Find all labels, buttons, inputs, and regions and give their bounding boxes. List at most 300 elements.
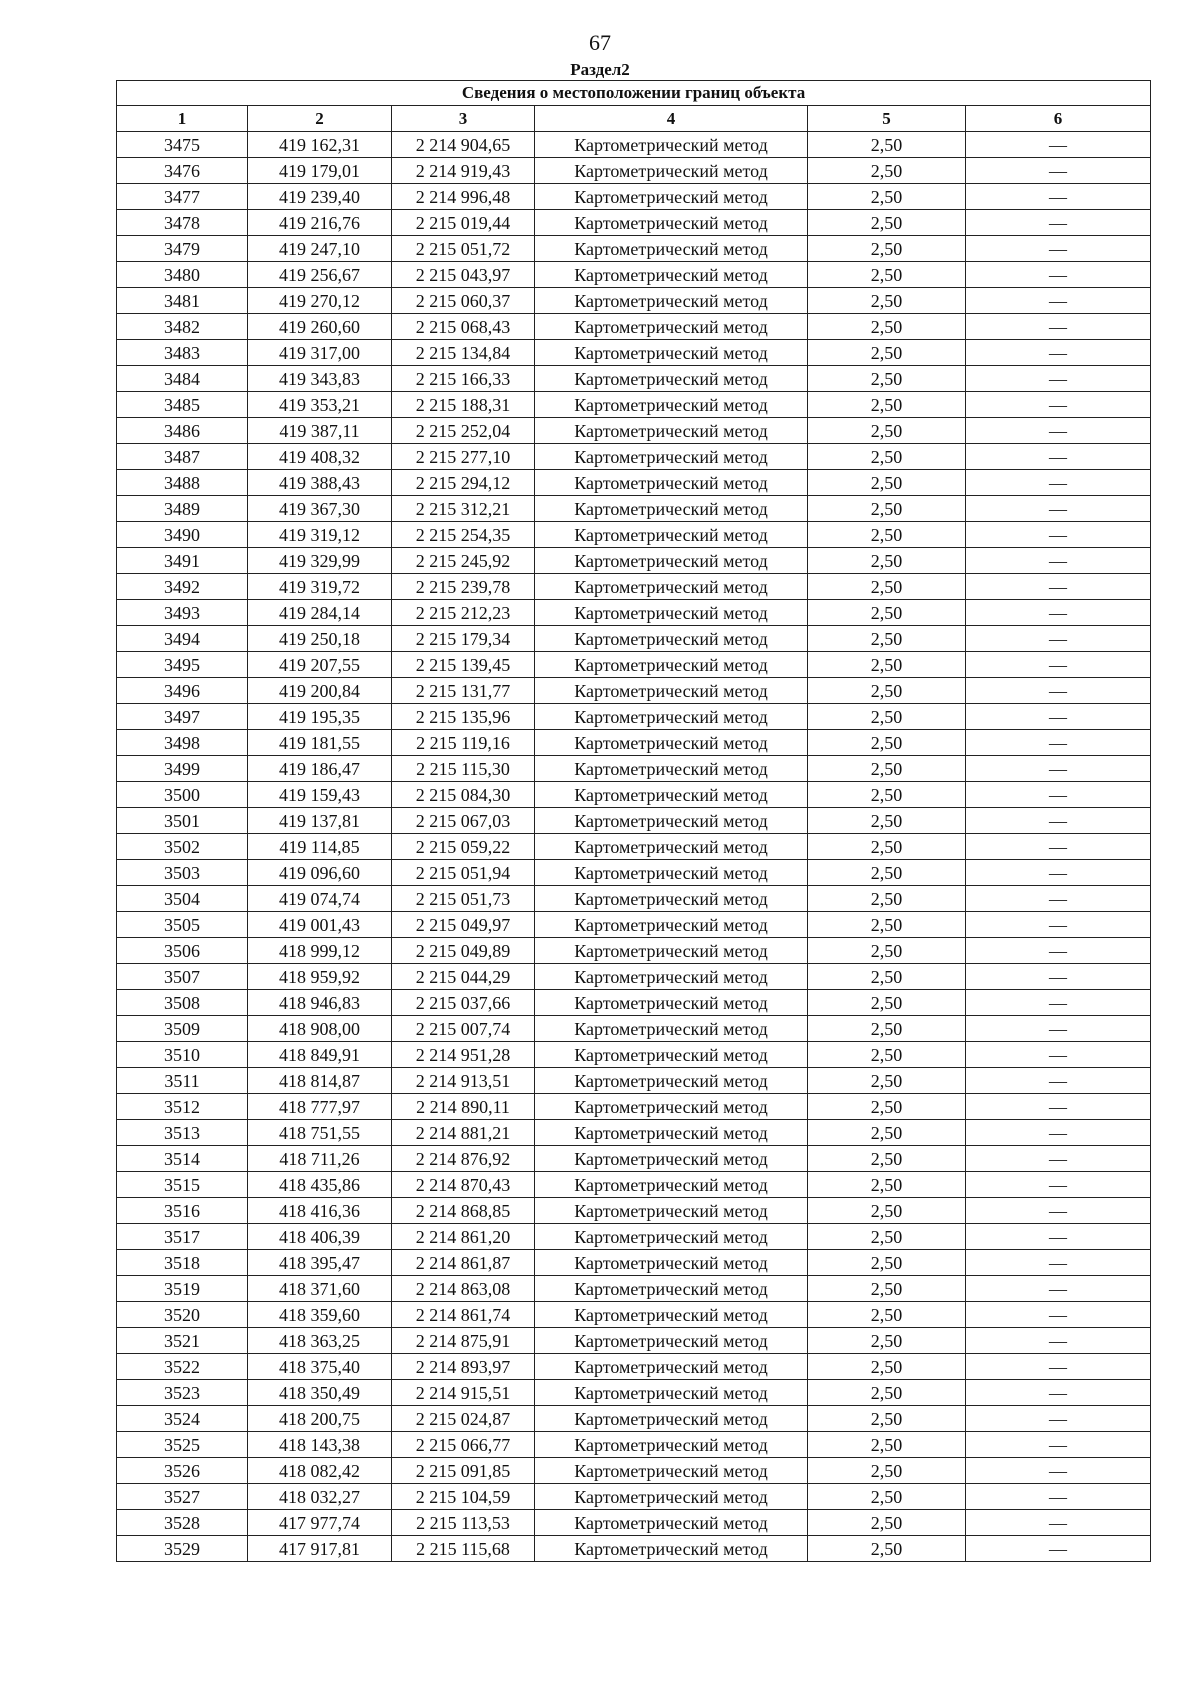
- coord-x-cell: 419 162,31: [248, 132, 392, 158]
- description-cell: —: [966, 808, 1151, 834]
- accuracy-cell: 2,50: [808, 652, 966, 678]
- table-row: [117, 1016, 1151, 1042]
- table-row: [117, 158, 1151, 184]
- coord-y-cell: 2 214 996,48: [392, 184, 535, 210]
- coord-y-cell: 2 215 188,31: [392, 392, 535, 418]
- coord-y-cell: 2 215 049,89: [392, 938, 535, 964]
- accuracy-cell: 2,50: [808, 1458, 966, 1484]
- accuracy-cell: 2,50: [808, 470, 966, 496]
- coord-x-cell: 419 319,72: [248, 574, 392, 600]
- method-cell: Картометрический метод: [535, 652, 808, 678]
- table-row: [117, 1302, 1151, 1328]
- coord-y-cell: 2 214 915,51: [392, 1380, 535, 1406]
- accuracy-cell: 2,50: [808, 860, 966, 886]
- coord-x-cell: 418 350,49: [248, 1380, 392, 1406]
- method-cell: Картометрический метод: [535, 964, 808, 990]
- method-cell: Картометрический метод: [535, 444, 808, 470]
- description-cell: —: [966, 522, 1151, 548]
- description-cell: —: [966, 184, 1151, 210]
- coord-y-cell: 2 214 904,65: [392, 132, 535, 158]
- description-cell: —: [966, 392, 1151, 418]
- coord-y-cell: 2 215 049,97: [392, 912, 535, 938]
- table-row: [117, 1120, 1151, 1146]
- description-cell: —: [966, 1146, 1151, 1172]
- table-head: [117, 81, 1151, 132]
- method-cell: Картометрический метод: [535, 1198, 808, 1224]
- description-cell: —: [966, 444, 1151, 470]
- point-number-cell: 3500: [117, 782, 248, 808]
- description-cell: —: [966, 496, 1151, 522]
- description-cell: —: [966, 340, 1151, 366]
- description-cell: —: [966, 938, 1151, 964]
- accuracy-cell: 2,50: [808, 158, 966, 184]
- accuracy-cell: 2,50: [808, 1198, 966, 1224]
- coord-y-cell: 2 215 019,44: [392, 210, 535, 236]
- coord-y-cell: 2 214 870,43: [392, 1172, 535, 1198]
- section-title: Раздел2: [570, 60, 630, 79]
- coord-x-cell: 417 977,74: [248, 1510, 392, 1536]
- coord-x-cell: 419 260,60: [248, 314, 392, 340]
- table-row: [117, 704, 1151, 730]
- coord-y-cell: 2 214 876,92: [392, 1146, 535, 1172]
- point-number-cell: 3507: [117, 964, 248, 990]
- accuracy-cell: 2,50: [808, 600, 966, 626]
- accuracy-cell: 2,50: [808, 1068, 966, 1094]
- point-number-cell: 3491: [117, 548, 248, 574]
- accuracy-cell: 2,50: [808, 808, 966, 834]
- coord-x-cell: 419 388,43: [248, 470, 392, 496]
- description-cell: —: [966, 574, 1151, 600]
- accuracy-cell: 2,50: [808, 366, 966, 392]
- table-row: [117, 756, 1151, 782]
- method-cell: Картометрический метод: [535, 886, 808, 912]
- point-number-cell: 3515: [117, 1172, 248, 1198]
- coord-x-cell: 419 343,83: [248, 366, 392, 392]
- coord-x-cell: 417 917,81: [248, 1536, 392, 1562]
- coord-x-cell: 418 395,47: [248, 1250, 392, 1276]
- coord-x-cell: 419 329,99: [248, 548, 392, 574]
- column-header-5: 5: [808, 106, 966, 132]
- method-cell: Картометрический метод: [535, 782, 808, 808]
- method-cell: Картометрический метод: [535, 314, 808, 340]
- point-number-cell: 3494: [117, 626, 248, 652]
- table-row: [117, 314, 1151, 340]
- point-number-cell: 3486: [117, 418, 248, 444]
- accuracy-cell: 2,50: [808, 990, 966, 1016]
- table-row: [117, 678, 1151, 704]
- accuracy-cell: 2,50: [808, 184, 966, 210]
- coord-x-cell: 418 849,91: [248, 1042, 392, 1068]
- point-number-cell: 3511: [117, 1068, 248, 1094]
- method-cell: Картометрический метод: [535, 236, 808, 262]
- table-row: [117, 1250, 1151, 1276]
- accuracy-cell: 2,50: [808, 574, 966, 600]
- method-cell: Картометрический метод: [535, 1510, 808, 1536]
- coord-y-cell: 2 215 294,12: [392, 470, 535, 496]
- coord-x-cell: 419 137,81: [248, 808, 392, 834]
- description-cell: —: [966, 1224, 1151, 1250]
- point-number-cell: 3498: [117, 730, 248, 756]
- coord-x-cell: 419 207,55: [248, 652, 392, 678]
- table-row: [117, 1354, 1151, 1380]
- accuracy-cell: 2,50: [808, 1406, 966, 1432]
- description-cell: —: [966, 1042, 1151, 1068]
- method-cell: Картометрический метод: [535, 990, 808, 1016]
- coord-y-cell: 2 215 024,87: [392, 1406, 535, 1432]
- method-cell: Картометрический метод: [535, 418, 808, 444]
- table-row: [117, 912, 1151, 938]
- accuracy-cell: 2,50: [808, 392, 966, 418]
- coord-x-cell: 418 711,26: [248, 1146, 392, 1172]
- coord-y-cell: 2 215 084,30: [392, 782, 535, 808]
- point-number-cell: 3479: [117, 236, 248, 262]
- coord-y-cell: 2 214 861,74: [392, 1302, 535, 1328]
- coord-y-cell: 2 214 913,51: [392, 1068, 535, 1094]
- accuracy-cell: 2,50: [808, 1042, 966, 1068]
- page-number: 67: [589, 30, 611, 55]
- coord-y-cell: 2 215 115,68: [392, 1536, 535, 1562]
- point-number-cell: 3523: [117, 1380, 248, 1406]
- coord-x-cell: 419 270,12: [248, 288, 392, 314]
- accuracy-cell: 2,50: [808, 834, 966, 860]
- accuracy-cell: 2,50: [808, 210, 966, 236]
- coord-y-cell: 2 215 254,35: [392, 522, 535, 548]
- point-number-cell: 3502: [117, 834, 248, 860]
- method-cell: Картометрический метод: [535, 1328, 808, 1354]
- table-row: [117, 1146, 1151, 1172]
- description-cell: —: [966, 1094, 1151, 1120]
- table-row: [117, 1432, 1151, 1458]
- point-number-cell: 3514: [117, 1146, 248, 1172]
- coord-y-cell: 2 215 139,45: [392, 652, 535, 678]
- description-cell: —: [966, 1406, 1151, 1432]
- method-cell: Картометрический метод: [535, 808, 808, 834]
- accuracy-cell: 2,50: [808, 132, 966, 158]
- method-cell: Картометрический метод: [535, 210, 808, 236]
- coord-y-cell: 2 215 051,73: [392, 886, 535, 912]
- coord-y-cell: 2 214 893,97: [392, 1354, 535, 1380]
- coord-y-cell: 2 215 277,10: [392, 444, 535, 470]
- point-number-cell: 3475: [117, 132, 248, 158]
- point-number-cell: 3483: [117, 340, 248, 366]
- coord-x-cell: 419 367,30: [248, 496, 392, 522]
- method-cell: Картометрический метод: [535, 756, 808, 782]
- method-cell: Картометрический метод: [535, 184, 808, 210]
- method-cell: Картометрический метод: [535, 600, 808, 626]
- table-row: [117, 1172, 1151, 1198]
- accuracy-cell: 2,50: [808, 1484, 966, 1510]
- accuracy-cell: 2,50: [808, 1432, 966, 1458]
- table-row: [117, 288, 1151, 314]
- coord-y-cell: 2 215 312,21: [392, 496, 535, 522]
- accuracy-cell: 2,50: [808, 1146, 966, 1172]
- coord-x-cell: 419 250,18: [248, 626, 392, 652]
- description-cell: —: [966, 626, 1151, 652]
- description-cell: —: [966, 782, 1151, 808]
- table-row: [117, 990, 1151, 1016]
- description-cell: —: [966, 860, 1151, 886]
- point-number-cell: 3512: [117, 1094, 248, 1120]
- coord-x-cell: 418 375,40: [248, 1354, 392, 1380]
- point-number-cell: 3524: [117, 1406, 248, 1432]
- coord-y-cell: 2 215 043,97: [392, 262, 535, 288]
- table-row: [117, 886, 1151, 912]
- accuracy-cell: 2,50: [808, 262, 966, 288]
- coord-y-cell: 2 215 134,84: [392, 340, 535, 366]
- accuracy-cell: 2,50: [808, 964, 966, 990]
- method-cell: Картометрический метод: [535, 1380, 808, 1406]
- point-number-cell: 3490: [117, 522, 248, 548]
- table-row: [117, 522, 1151, 548]
- coord-x-cell: 419 074,74: [248, 886, 392, 912]
- description-cell: —: [966, 1276, 1151, 1302]
- table-caption-row: [117, 81, 1151, 106]
- table-row: [117, 1276, 1151, 1302]
- point-number-cell: 3476: [117, 158, 248, 184]
- coord-x-cell: 418 032,27: [248, 1484, 392, 1510]
- coord-y-cell: 2 215 051,94: [392, 860, 535, 886]
- coord-x-cell: 418 959,92: [248, 964, 392, 990]
- accuracy-cell: 2,50: [808, 288, 966, 314]
- coord-y-cell: 2 215 212,23: [392, 600, 535, 626]
- accuracy-cell: 2,50: [808, 782, 966, 808]
- table-caption: Сведения о местоположении границ объекта: [117, 81, 1151, 106]
- description-cell: —: [966, 600, 1151, 626]
- table-row: [117, 340, 1151, 366]
- description-cell: —: [966, 1484, 1151, 1510]
- method-cell: Картометрический метод: [535, 730, 808, 756]
- table-row: [117, 1094, 1151, 1120]
- method-cell: Картометрический метод: [535, 1224, 808, 1250]
- description-cell: —: [966, 1198, 1151, 1224]
- description-cell: —: [966, 210, 1151, 236]
- method-cell: Картометрический метод: [535, 626, 808, 652]
- description-cell: —: [966, 1120, 1151, 1146]
- point-number-cell: 3529: [117, 1536, 248, 1562]
- point-number-cell: 3527: [117, 1484, 248, 1510]
- method-cell: Картометрический метод: [535, 834, 808, 860]
- coord-y-cell: 2 214 875,91: [392, 1328, 535, 1354]
- description-cell: —: [966, 262, 1151, 288]
- point-number-cell: 3482: [117, 314, 248, 340]
- point-number-cell: 3492: [117, 574, 248, 600]
- description-cell: —: [966, 678, 1151, 704]
- accuracy-cell: 2,50: [808, 548, 966, 574]
- accuracy-cell: 2,50: [808, 340, 966, 366]
- coord-x-cell: 418 200,75: [248, 1406, 392, 1432]
- coord-y-cell: 2 215 007,74: [392, 1016, 535, 1042]
- point-number-cell: 3480: [117, 262, 248, 288]
- point-number-cell: 3478: [117, 210, 248, 236]
- coord-y-cell: 2 214 863,08: [392, 1276, 535, 1302]
- table-row: [117, 600, 1151, 626]
- table-row: [117, 626, 1151, 652]
- description-cell: —: [966, 548, 1151, 574]
- accuracy-cell: 2,50: [808, 1302, 966, 1328]
- method-cell: Картометрический метод: [535, 704, 808, 730]
- method-cell: Картометрический метод: [535, 288, 808, 314]
- description-cell: —: [966, 470, 1151, 496]
- table-row: [117, 132, 1151, 158]
- point-number-cell: 3495: [117, 652, 248, 678]
- coord-y-cell: 2 215 044,29: [392, 964, 535, 990]
- table-body: [117, 132, 1151, 1562]
- description-cell: —: [966, 834, 1151, 860]
- table-row: [117, 860, 1151, 886]
- accuracy-cell: 2,50: [808, 444, 966, 470]
- table-row: [117, 1380, 1151, 1406]
- description-cell: —: [966, 132, 1151, 158]
- description-cell: —: [966, 1068, 1151, 1094]
- method-cell: Картометрический метод: [535, 1094, 808, 1120]
- table-row: [117, 1198, 1151, 1224]
- point-number-cell: 3525: [117, 1432, 248, 1458]
- method-cell: Картометрический метод: [535, 1276, 808, 1302]
- accuracy-cell: 2,50: [808, 1276, 966, 1302]
- accuracy-cell: 2,50: [808, 756, 966, 782]
- table-row: [117, 1328, 1151, 1354]
- point-number-cell: 3509: [117, 1016, 248, 1042]
- coord-x-cell: 418 082,42: [248, 1458, 392, 1484]
- point-number-cell: 3481: [117, 288, 248, 314]
- point-number-cell: 3521: [117, 1328, 248, 1354]
- table-row: [117, 1458, 1151, 1484]
- coord-x-cell: 419 001,43: [248, 912, 392, 938]
- table-row: [117, 938, 1151, 964]
- table-row: [117, 1510, 1151, 1536]
- coord-x-cell: 419 096,60: [248, 860, 392, 886]
- coord-x-cell: 419 387,11: [248, 418, 392, 444]
- table-row: [117, 392, 1151, 418]
- method-cell: Картометрический метод: [535, 1042, 808, 1068]
- coord-y-cell: 2 214 868,85: [392, 1198, 535, 1224]
- coord-x-cell: 418 777,97: [248, 1094, 392, 1120]
- description-cell: —: [966, 1380, 1151, 1406]
- accuracy-cell: 2,50: [808, 1120, 966, 1146]
- method-cell: Картометрический метод: [535, 1432, 808, 1458]
- point-number-cell: 3489: [117, 496, 248, 522]
- description-cell: —: [966, 1016, 1151, 1042]
- accuracy-cell: 2,50: [808, 912, 966, 938]
- coord-x-cell: 419 195,35: [248, 704, 392, 730]
- coord-x-cell: 419 216,76: [248, 210, 392, 236]
- column-header-1: 1: [117, 106, 248, 132]
- accuracy-cell: 2,50: [808, 496, 966, 522]
- accuracy-cell: 2,50: [808, 1094, 966, 1120]
- coord-y-cell: 2 215 066,77: [392, 1432, 535, 1458]
- description-cell: —: [966, 1458, 1151, 1484]
- coord-y-cell: 2 215 239,78: [392, 574, 535, 600]
- table-row: [117, 1224, 1151, 1250]
- accuracy-cell: 2,50: [808, 1172, 966, 1198]
- description-cell: —: [966, 652, 1151, 678]
- description-cell: —: [966, 236, 1151, 262]
- point-number-cell: 3477: [117, 184, 248, 210]
- description-cell: —: [966, 1432, 1151, 1458]
- coord-x-cell: 419 317,00: [248, 340, 392, 366]
- description-cell: —: [966, 314, 1151, 340]
- point-number-cell: 3508: [117, 990, 248, 1016]
- point-number-cell: 3517: [117, 1224, 248, 1250]
- method-cell: Картометрический метод: [535, 548, 808, 574]
- accuracy-cell: 2,50: [808, 938, 966, 964]
- coord-x-cell: 418 814,87: [248, 1068, 392, 1094]
- coord-y-cell: 2 214 890,11: [392, 1094, 535, 1120]
- point-number-cell: 3520: [117, 1302, 248, 1328]
- column-header-4: 4: [535, 106, 808, 132]
- table-row: [117, 1042, 1151, 1068]
- point-number-cell: 3487: [117, 444, 248, 470]
- coord-x-cell: 419 247,10: [248, 236, 392, 262]
- coord-y-cell: 2 215 059,22: [392, 834, 535, 860]
- table-header-row: [117, 106, 1151, 132]
- description-cell: —: [966, 418, 1151, 444]
- coord-y-cell: 2 215 166,33: [392, 366, 535, 392]
- method-cell: Картометрический метод: [535, 1484, 808, 1510]
- description-cell: —: [966, 1536, 1151, 1562]
- table-row: [117, 652, 1151, 678]
- coord-y-cell: 2 215 179,34: [392, 626, 535, 652]
- coord-x-cell: 418 371,60: [248, 1276, 392, 1302]
- description-cell: —: [966, 1510, 1151, 1536]
- description-cell: —: [966, 964, 1151, 990]
- coord-x-cell: 419 256,67: [248, 262, 392, 288]
- method-cell: Картометрический метод: [535, 1068, 808, 1094]
- point-number-cell: 3516: [117, 1198, 248, 1224]
- coord-x-cell: 419 181,55: [248, 730, 392, 756]
- description-cell: —: [966, 1172, 1151, 1198]
- description-cell: —: [966, 1250, 1151, 1276]
- description-cell: —: [966, 1354, 1151, 1380]
- coord-y-cell: 2 215 068,43: [392, 314, 535, 340]
- point-number-cell: 3518: [117, 1250, 248, 1276]
- accuracy-cell: 2,50: [808, 1250, 966, 1276]
- accuracy-cell: 2,50: [808, 418, 966, 444]
- coord-y-cell: 2 215 051,72: [392, 236, 535, 262]
- method-cell: Картометрический метод: [535, 1536, 808, 1562]
- method-cell: Картометрический метод: [535, 1458, 808, 1484]
- description-cell: —: [966, 158, 1151, 184]
- point-number-cell: 3519: [117, 1276, 248, 1302]
- point-number-cell: 3499: [117, 756, 248, 782]
- coord-x-cell: 419 114,85: [248, 834, 392, 860]
- accuracy-cell: 2,50: [808, 678, 966, 704]
- coord-x-cell: 419 179,01: [248, 158, 392, 184]
- table-row: [117, 1484, 1151, 1510]
- coord-y-cell: 2 215 113,53: [392, 1510, 535, 1536]
- coord-y-cell: 2 215 252,04: [392, 418, 535, 444]
- table-row: [117, 418, 1151, 444]
- point-number-cell: 3503: [117, 860, 248, 886]
- point-number-cell: 3488: [117, 470, 248, 496]
- method-cell: Картометрический метод: [535, 678, 808, 704]
- coord-y-cell: 2 215 115,30: [392, 756, 535, 782]
- coord-x-cell: 419 284,14: [248, 600, 392, 626]
- table-row: [117, 366, 1151, 392]
- accuracy-cell: 2,50: [808, 886, 966, 912]
- table-row: [117, 548, 1151, 574]
- accuracy-cell: 2,50: [808, 314, 966, 340]
- table-row: [117, 808, 1151, 834]
- coord-x-cell: 419 200,84: [248, 678, 392, 704]
- table-row: [117, 574, 1151, 600]
- point-number-cell: 3513: [117, 1120, 248, 1146]
- point-number-cell: 3510: [117, 1042, 248, 1068]
- coord-x-cell: 418 946,83: [248, 990, 392, 1016]
- column-header-6: 6: [966, 106, 1151, 132]
- accuracy-cell: 2,50: [808, 626, 966, 652]
- point-number-cell: 3526: [117, 1458, 248, 1484]
